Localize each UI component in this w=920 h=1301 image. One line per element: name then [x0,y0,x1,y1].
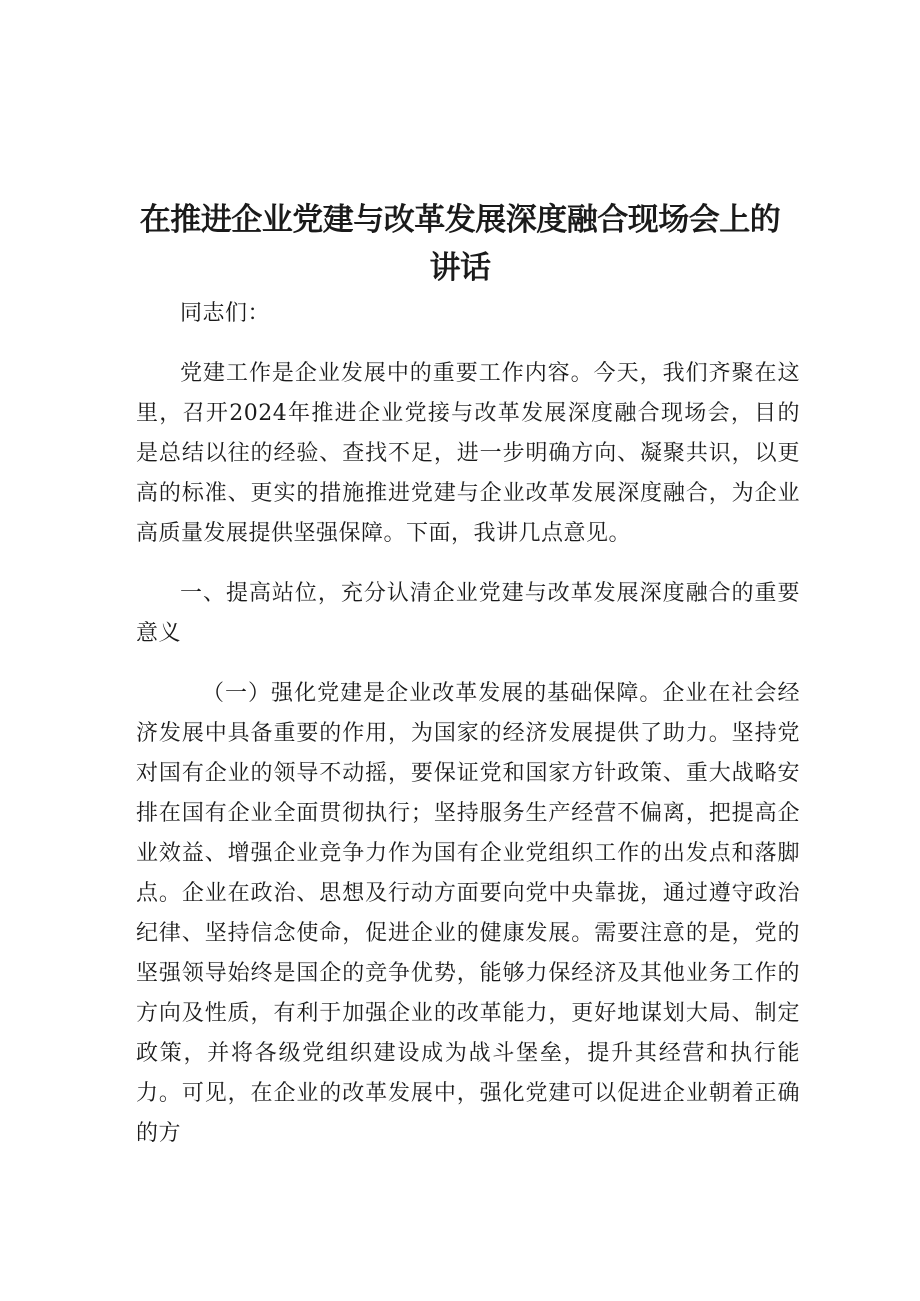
section-heading: 一、提高站位，充分认清企业党建与改革发展深度融合的重要意义 [136,581,800,646]
document-body [136,294,800,1154]
intro-paragraph: 党建工作是企业发展中的重要工作内容。今天，我们齐聚在这里，召开2024年推进企业党接与改革发展深度融合现场会，目的是总结以往的经验、查找不足，进一步明确方向、凝聚共识，以更高的标准、更实的措施推进党建与企业改革发展深度融合，为企业高质量发展提供坚强保障。下面，我讲几点意见。 [136,361,800,546]
document-title: 在推进企业党建与改革发展深度融合现场会上的讲话 [139,202,781,286]
subsection-paragraph: （一）强化党建是企业改革发展的基础保障。企业在社会经济发展中具备重要的作用，为国家的经济发展提供了助力。坚持党对国有企业的领导不动摇，要保证党和国家方针政策、重大战略安排在国有企业全面贯彻执行；坚持服务生产经营不偏离，把提高企业效益、增强企业竞争力作为国有企业党组织工作的出发点和落脚点。企业在政治、思想及行动方面要向党中央靠拢，通过遵守政治纪律、坚持信念使命，促进企业的健康发展。需要注意的是，党的坚强领导始终是国企的竞争优势，能够力保经济及其他业务工作的方向及性质，有利于加强企业的改革能力，更好地谋划大局、制定政策，并将各级党组织建设成为战斗堡垒，提升其经营和执行能力。可见，在企业的改革发展中，强化党建可以促进企业朝着正确的方 [136,681,800,1146]
greeting: 同志们： [180,301,271,326]
